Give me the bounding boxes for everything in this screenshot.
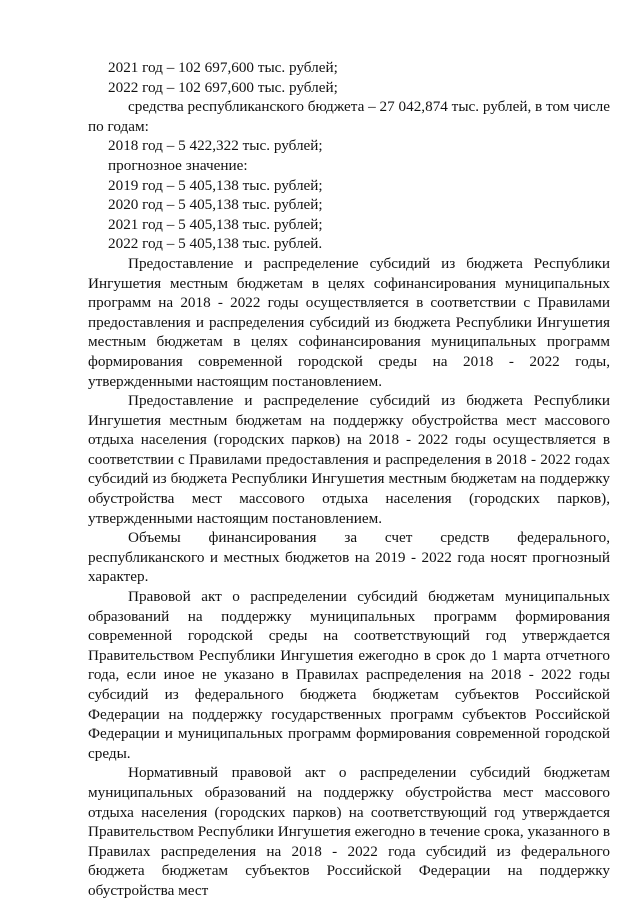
text-line: 2021 год – 102 697,600 тыс. рублей; [108, 59, 338, 76]
paragraph: Нормативный правовой акт о распределении субсидий бюджетам муниципальных образований на поддержку обустройства мест массового отдыха населения (городских парков) на соответствующий год утверждается Правительством Республики Ингушетия ежегодно в течение срока, указанного в Правилах распределения на 2018 - 2022 года субсидий из федерального бюджета бюджетам субъектов Российской Федерации на поддержку обустройства мест [88, 764, 610, 899]
text-line: 2021 год – 5 405,138 тыс. рублей; [108, 215, 323, 233]
paragraph: Правовой акт о распределении субсидий бюджетам муниципальных образований на поддержку муниципальных программ формирования современной городской среды на соответствующий год утверждается Правительством Республики Ингушетия ежегодно в срок до 1 марта отчетного года, если иное не указано в Правилах распределения на 2018 - 2022 годы субсидий из федерального бюджета бюджетам субъектов Российской Федерации на поддержку государственных программ субъектов Российской Федерации и муниципальных программ формирования современной городской среды. [88, 588, 610, 762]
text-line: 2022 год – 5 405,138 тыс. рублей. [108, 235, 323, 253]
paragraph: Объемы финансирования за счет средств федерального, республиканского и местных бюджетов на 2019 - 2022 года носят прогнозный характер. [88, 529, 610, 586]
paragraph: Предоставление и распределение субсидий из бюджета Республики Ингушетия местным бюджетам в целях софинансирования муниципальных программ на 2018 - 2022 годы осуществляется в соответствии с Правилами предоставления и распределения субсидий из бюджета Республики Ингушетия местным бюджетам в целях софинансирования муниципальных программ формирования современной городской среды на 2018 - 2022 годы, утвержденными настоящим постановлением. [88, 254, 610, 390]
text-line: 2019 год – 5 405,138 тыс. рублей; [108, 176, 323, 194]
paragraph: Предоставление и распределение субсидий из бюджета Республики Ингушетия местным бюджетам на поддержку обустройства мест массового отдыха населения (городских парков) на 2018 - 2022 годы осуществляется в соответствии с Правилами предоставления и распределения в 2018 - 2022 годах субсидий из бюджета Республики Ингушетия местным бюджетам на поддержку обустройства мест массового отдыха населения (городских парков), утвержденными настоящим постановлением. [88, 392, 610, 527]
text-line: 2018 год – 5 422,322 тыс. рублей; [108, 137, 323, 155]
text-line: 2020 год – 5 405,138 тыс. рублей; [108, 196, 323, 214]
text-line: прогнозное значение: [108, 156, 248, 174]
republic-budget-line: средства республиканского бюджета – 27 042,874 тыс. рублей, в том числе по годам: [88, 98, 610, 135]
text-line: 2022 год – 102 697,600 тыс. рублей; [108, 78, 338, 96]
